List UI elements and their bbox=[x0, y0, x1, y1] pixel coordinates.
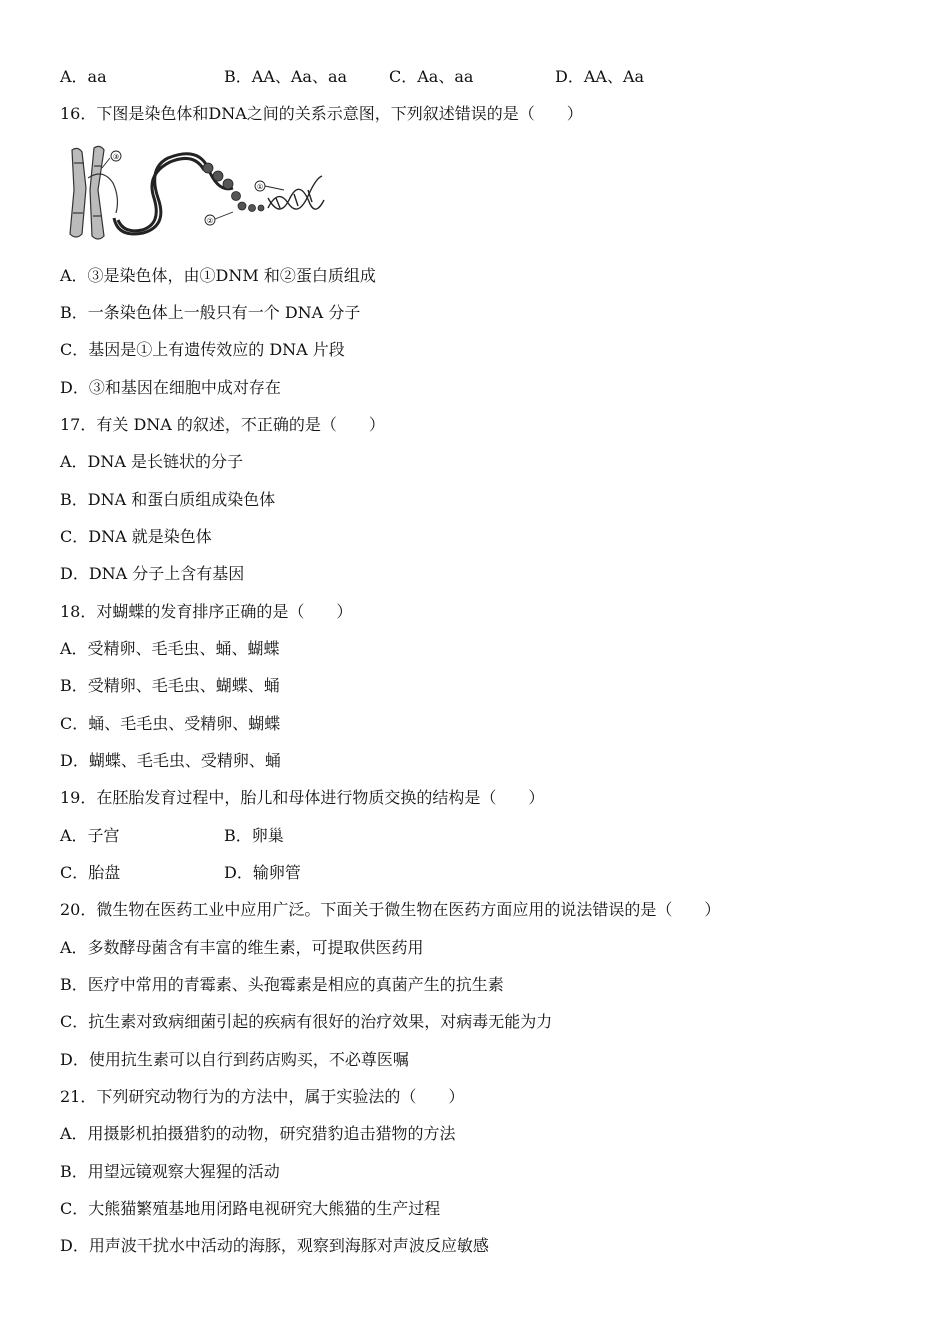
q15-option-c: C．Aa、aa bbox=[389, 67, 474, 86]
q17-stem: 17．有关 DNA 的叙述，不正确的是（ ） bbox=[60, 415, 385, 434]
q19-stem: 19．在胚胎发育过程中，胎儿和母体进行物质交换的结构是（ ） bbox=[60, 788, 545, 807]
q16-option-d: D．③和基因在细胞中成对存在 bbox=[60, 378, 281, 397]
q15-option-a: A．aa bbox=[60, 67, 107, 86]
q16-option-c: C．基因是①上有遗传效应的 DNA 片段 bbox=[60, 340, 345, 359]
q21-option-c: C．大熊猫繁殖基地用闭路电视研究大熊猫的生产过程 bbox=[60, 1199, 441, 1218]
q21-stem: 21．下列研究动物行为的方法中，属于实验法的（ ） bbox=[60, 1087, 465, 1106]
q15-option-d: D．AA、Aa bbox=[555, 67, 645, 86]
q17-option-d: D．DNA 分子上含有基因 bbox=[60, 564, 245, 583]
q21-option-d: D．用声波干扰水中活动的海豚，观察到海豚对声波反应敏感 bbox=[60, 1236, 489, 1255]
q16-stem: 16．下图是染色体和DNA之间的关系示意图，下列叙述错误的是（ ） bbox=[60, 104, 583, 123]
q20-stem: 20．微生物在医药工业中应用广泛。下面关于微生物在医药方面应用的说法错误的是（ ） bbox=[60, 900, 721, 919]
figure-label-2: ② bbox=[206, 217, 214, 225]
figure-label-1: ① bbox=[256, 183, 264, 191]
q18-stem: 18．对蝴蝶的发育排序正确的是（ ） bbox=[60, 602, 353, 621]
chromosome-icon bbox=[70, 146, 104, 239]
q20-option-b: B．医疗中常用的青霉素、头孢霉素是相应的真菌产生的抗生素 bbox=[60, 975, 504, 994]
q20-option-a: A．多数酵母菌含有丰富的维生素，可提取供医药用 bbox=[60, 938, 424, 957]
q15-option-b: B．AA、Aa、aa bbox=[224, 67, 348, 86]
q21-option-a: A．用摄影机拍摄猎豹的动物，研究猎豹追击猎物的方法 bbox=[60, 1124, 456, 1143]
q19-option-c: C．胎盘 bbox=[60, 863, 121, 882]
q19-option-b: B．卵巢 bbox=[224, 826, 284, 845]
q18-option-c: C．蛹、毛毛虫、受精卵、蝴蝶 bbox=[60, 714, 281, 733]
q20-option-d: D．使用抗生素可以自行到药店购买，不必尊医嘱 bbox=[60, 1050, 409, 1069]
chromosome-dna-diagram bbox=[58, 138, 336, 248]
q21-option-b: B．用望远镜观察大猩猩的活动 bbox=[60, 1162, 280, 1181]
q16-option-a: A．③是染色体，由①DNM 和②蛋白质组成 bbox=[60, 266, 376, 285]
q19-option-d: D．输卵管 bbox=[224, 863, 301, 882]
q18-option-a: A．受精卵、毛毛虫、蛹、蝴蝶 bbox=[60, 639, 280, 658]
q16-option-b: B．一条染色体上一般只有一个 DNA 分子 bbox=[60, 303, 361, 322]
dna-helix-icon bbox=[268, 176, 324, 209]
figure-label-3: ③ bbox=[112, 153, 120, 161]
q19-option-a: A．子宫 bbox=[60, 826, 120, 845]
q17-option-c: C．DNA 就是染色体 bbox=[60, 527, 212, 546]
chromatin-coil bbox=[114, 154, 233, 234]
q17-option-a: A．DNA 是长链状的分子 bbox=[60, 452, 244, 471]
q17-option-b: B．DNA 和蛋白质组成染色体 bbox=[60, 490, 276, 509]
q18-option-d: D．蝴蝶、毛毛虫、受精卵、蛹 bbox=[60, 751, 281, 770]
q20-option-c: C．抗生素对致病细菌引起的疾病有很好的治疗效果，对病毒无能为力 bbox=[60, 1012, 553, 1031]
q18-option-b: B．受精卵、毛毛虫、蝴蝶、蛹 bbox=[60, 676, 280, 695]
